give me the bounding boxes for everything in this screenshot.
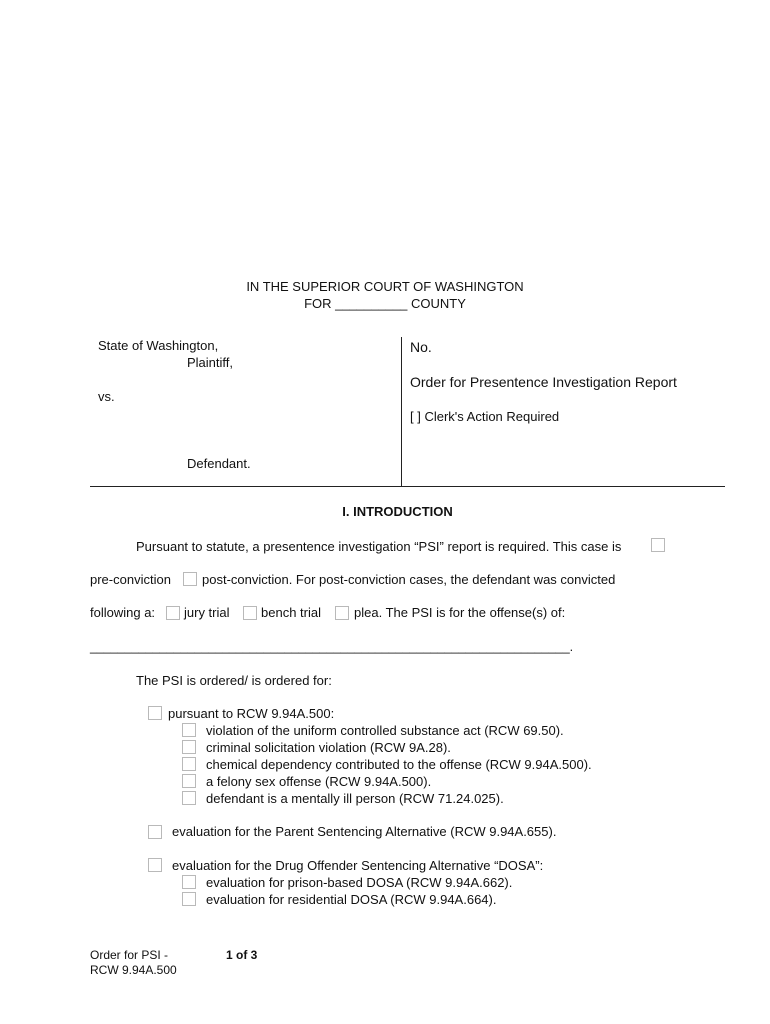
intro-line: Pursuant to statute, a presentence investigation “PSI” report is required. This case is — [136, 539, 622, 554]
post-conviction-label: post-conviction. For post-conviction cases, the defendant was convicted — [202, 572, 616, 587]
offense-blank-line[interactable]: _____________________________________________________________________. — [90, 640, 574, 654]
parent-alternative-label: evaluation for the Parent Sentencing Alternative (RCW 9.94A.655). — [172, 824, 557, 839]
footer-page-number: 1 of 3 — [226, 948, 258, 962]
rcw-500-checkbox[interactable] — [148, 706, 162, 720]
plaintiff-role: Plaintiff, — [187, 355, 234, 370]
section-heading: I. INTRODUCTION — [342, 504, 453, 519]
dosa-label: evaluation for the Drug Offender Sentencing Alternative “DOSA”: — [172, 858, 544, 873]
court-heading: IN THE SUPERIOR COURT OF WASHINGTON — [246, 279, 524, 294]
pre-conviction-label: pre-conviction — [90, 572, 171, 587]
plea-label: plea. The PSI is for the offense(s) of: — [354, 605, 566, 620]
chemical-dependency-label: chemical dependency contributed to the offense (RCW 9.94A.500). — [206, 757, 592, 772]
caption-divider — [401, 337, 402, 487]
footer-doc-name: Order for PSI - — [90, 948, 169, 962]
clerk-action: [ ] Clerk's Action Required — [410, 409, 560, 424]
jury-trial-label: jury trial — [184, 605, 230, 620]
jury-trial-checkbox[interactable] — [166, 606, 180, 620]
bench-trial-label: bench trial — [261, 605, 321, 620]
document-title: Order for Presentence Investigation Report — [410, 374, 677, 390]
defendant-role: Defendant. — [187, 456, 251, 471]
plaintiff-name: State of Washington, — [98, 338, 219, 353]
rcw-500-label: pursuant to RCW 9.94A.500: — [168, 706, 335, 721]
ucsa-label: violation of the uniform controlled substance act (RCW 69.50). — [206, 723, 564, 738]
sex-offense-label: a felony sex offense (RCW 9.94A.500). — [206, 774, 432, 789]
vs-label: vs. — [98, 389, 115, 404]
county-line: FOR __________ COUNTY — [304, 296, 466, 311]
prison-dosa-label: evaluation for prison-based DOSA (RCW 9.94A.662). — [206, 875, 513, 890]
case-number: No. — [410, 339, 432, 355]
ordered-for-label: The PSI is ordered/ is ordered for: — [136, 673, 332, 688]
solicitation-checkbox[interactable] — [182, 740, 196, 754]
pre-conviction-checkbox[interactable] — [183, 572, 197, 586]
caption-rule — [90, 486, 725, 487]
chemical-dependency-checkbox[interactable] — [182, 757, 196, 771]
bench-trial-checkbox[interactable] — [243, 606, 257, 620]
plea-checkbox[interactable] — [335, 606, 349, 620]
dosa-checkbox[interactable] — [148, 858, 162, 872]
following-label: following a: — [90, 605, 156, 620]
parent-alternative-checkbox[interactable] — [148, 825, 162, 839]
residential-dosa-checkbox[interactable] — [182, 892, 196, 906]
solicitation-label: criminal solicitation violation (RCW 9A.28). — [206, 740, 451, 755]
ucsa-checkbox[interactable] — [182, 723, 196, 737]
footer-statute: RCW 9.94A.500 — [90, 963, 177, 977]
prison-dosa-checkbox[interactable] — [182, 875, 196, 889]
sex-offense-checkbox[interactable] — [182, 774, 196, 788]
case-is-checkbox[interactable] — [651, 538, 665, 552]
mentally-ill-label: defendant is a mentally ill person (RCW 71.24.025). — [206, 791, 504, 806]
residential-dosa-label: evaluation for residential DOSA (RCW 9.94A.664). — [206, 892, 497, 907]
mentally-ill-checkbox[interactable] — [182, 791, 196, 805]
